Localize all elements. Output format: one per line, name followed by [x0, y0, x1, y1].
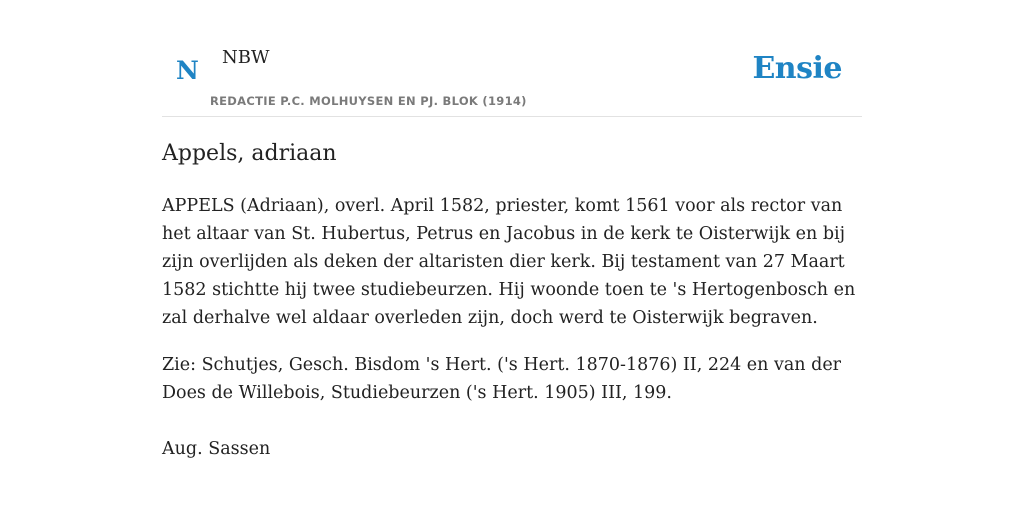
- source-editors: REDACTIE P.C. MOLHUYSEN EN PJ. BLOK (1914): [210, 94, 527, 108]
- article: [162, 136, 862, 463]
- source-logo[interactable]: N: [176, 56, 199, 85]
- article-references: Zie: Schutjes, Gesch. Bisdom 's Hert. ('s Hert. 1870-1876) II, 224 en van der Does de Willebois, Studiebeurzen ('s Hert. 1905) III, 199.: [162, 355, 842, 403]
- article-author: Aug. Sassen: [162, 439, 271, 459]
- source-name[interactable]: NBW: [222, 47, 270, 68]
- article-title: Appels, adriaan: [162, 141, 337, 166]
- article-paragraph: APPELS (Adriaan), overl. April 1582, priester, komt 1561 voor als rector van het altaar van St. Hubertus, Petrus en Jacobus in de kerk te Oisterwijk en bij zijn overlijden als deken der altaristen dier kerk. Bij testament van 27 Maart 1582 stichtte hij twee studiebeurzen. Hij woonde toen te 's Hertogenbosch en zal derhalve wel aldaar overleden zijn, doch werd te Oisterwijk begraven.: [162, 196, 856, 328]
- page-header: [162, 0, 862, 117]
- brand-logo[interactable]: Ensie: [752, 51, 842, 86]
